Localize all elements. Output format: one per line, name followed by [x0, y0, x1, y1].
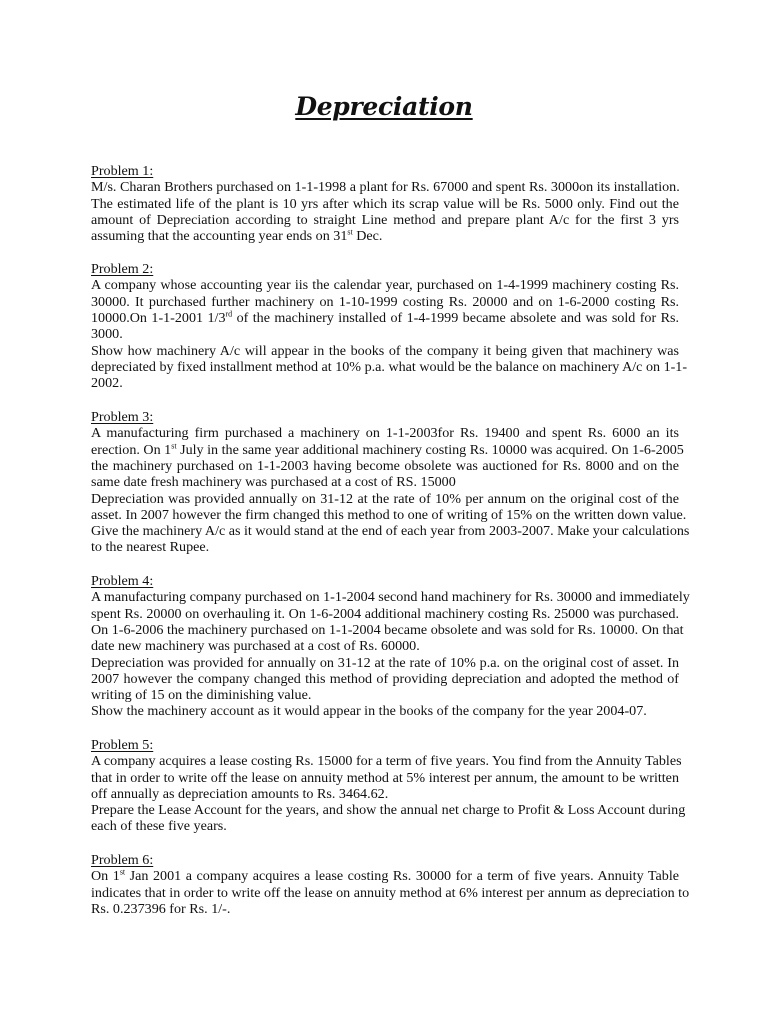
- text-line: A company whose accounting year iis the calendar year, purchased on 1-4-1999 machinery costing Rs.: [91, 277, 679, 294]
- text-line: asset. In 2007 however the firm changed this method to one of writing of 15% on the written down value.: [91, 506, 687, 523]
- ordinal-superscript: st: [119, 867, 126, 877]
- ordinal-superscript: st: [347, 227, 353, 237]
- text-line: Depreciation was provided annually on 31-12 at the rate of 10% per annum on the original cost of the: [91, 490, 679, 507]
- problem-heading: Problem 5:: [91, 737, 154, 753]
- problem-paragraph: [91, 802, 686, 835]
- text-line: 3000.: [91, 326, 123, 343]
- problem-heading: Problem 3:: [91, 409, 154, 425]
- text-line: to the nearest Rupee.: [91, 539, 210, 556]
- text-line: 30000. It purchased further machinery on 1-10-1999 costing Rs. 20000 and on 1-6-2000 costing Rs.: [91, 293, 679, 310]
- text-line: Depreciation was provided for annually on 31-12 at the rate of 10% p.a. on the original cost of asset. In: [91, 654, 679, 671]
- problem-paragraph: [91, 490, 690, 556]
- text-line: A manufacturing firm purchased a machinery on 1-1-2003for Rs. 19400 and spent Rs. 6000 an its: [91, 425, 679, 442]
- problem-heading: Problem 6:: [91, 852, 154, 868]
- ordinal-superscript: st: [171, 440, 177, 450]
- text-line: each of these five years.: [91, 818, 227, 835]
- ordinal-superscript: rd: [225, 309, 233, 319]
- problem-heading: Problem 4:: [91, 573, 154, 589]
- problem-paragraph: [91, 655, 679, 704]
- text-run: assuming that the accounting year ends on 31: [91, 228, 348, 245]
- text-line: On 1-6-2006 the machinery purchased on 1-1-2004 became obsolete and was sold for Rs. 10000. On that: [91, 621, 684, 638]
- problem-heading: Problem 1:: [91, 163, 154, 179]
- text-line: A company acquires a lease costing Rs. 15000 for a term of five years. You find from the Annuity Tables: [91, 753, 682, 770]
- text-line: [91, 228, 679, 244]
- text-run: Jan 2001 a company acquires a lease costing Rs. 30000 for a term of five years. Annuity Table: [125, 868, 680, 885]
- text-line: that in order to write off the lease on annuity method at 5% interest per annum, the amount to be written: [91, 769, 679, 786]
- problem-paragraph: [91, 277, 679, 342]
- text-run: of the machinery installed of 1-4-1999 became absolete and was sold for Rs.: [232, 309, 679, 326]
- text-line: same date fresh machinery was purchased at a cost of RS. 15000: [91, 474, 456, 491]
- text-line: off annually as depreciation amounts to Rs. 3464.62.: [91, 785, 389, 802]
- text-line: indicates that in order to write off the lease on annuity method at 6% interest per annum as depreciation to: [91, 884, 690, 901]
- problem-paragraph: [91, 425, 684, 491]
- text-line: Prepare the Lease Account for the years, and show the annual net charge to Profit & Loss Account during: [91, 802, 686, 819]
- text-line: 2007 however the company changed this method of providing depreciation and adopted the method of: [91, 670, 679, 687]
- problem-heading: Problem 2:: [91, 261, 154, 277]
- text-run: July in the same year additional machinery costing Rs. 10000 was acquired. On 1-6-2005: [176, 441, 684, 458]
- text-line: the machinery purchased on 1-1-2003 having become obsolete was auctioned for Rs. 8000 and on the: [91, 457, 679, 474]
- text-line: spent Rs. 20000 on overhauling it. On 1-6-2004 additional machinery costing Rs. 25000 was purchased.: [91, 605, 679, 622]
- text-line: amount of Depreciation according to straight Line method and prepare plant A/c for the first 3 yrs: [91, 211, 679, 228]
- text-line: Show how machinery A/c will appear in the books of the company it being given that machinery was: [91, 342, 679, 359]
- problem-paragraph: [91, 179, 679, 244]
- text-line: [91, 310, 679, 326]
- problem-paragraph: [91, 589, 690, 655]
- text-line: writing of 15 on the diminishing value.: [91, 687, 312, 704]
- text-run: 10000.On 1-1-2001 1/3: [91, 309, 226, 326]
- text-line: M/s. Charan Brothers purchased on 1-1-1998 a plant for Rs. 67000 and spent Rs. 3000on its installation.: [91, 179, 680, 196]
- problem-paragraph: [91, 867, 690, 917]
- text-line: A manufacturing company purchased on 1-1-2004 second hand machinery for Rs. 30000 and immediately: [91, 589, 690, 606]
- document-title: Depreciation: [295, 92, 473, 121]
- problem-paragraph: [91, 753, 682, 802]
- text-line: Give the machinery A/c as it would stand at the end of each year from 2003-2007. Make your calculations: [91, 523, 690, 540]
- text-line: depreciated by fixed installment method at 10% p.a. what would be the balance on machinery A/c on 1-1-: [91, 358, 688, 375]
- text-line: date new machinery was purchased at a cost of Rs. 60000.: [91, 638, 420, 655]
- text-run: Dec.: [352, 228, 383, 245]
- text-run: On 1: [91, 868, 120, 885]
- text-line: 2002.: [91, 375, 123, 392]
- text-line: The estimated life of the plant is 10 yrs after which its scrap value will be Rs. 5000 only. Find out the: [91, 195, 679, 212]
- text-line: Rs. 0.237396 for Rs. 1/-.: [91, 900, 231, 917]
- text-line: [91, 440, 684, 458]
- problem-paragraph: [91, 342, 688, 392]
- text-line: Show the machinery account as it would appear in the books of the company for the year 2004-07.: [91, 703, 647, 720]
- text-line: [91, 868, 679, 884]
- problem-paragraph: [91, 703, 679, 719]
- text-run: erection. On 1: [91, 441, 172, 458]
